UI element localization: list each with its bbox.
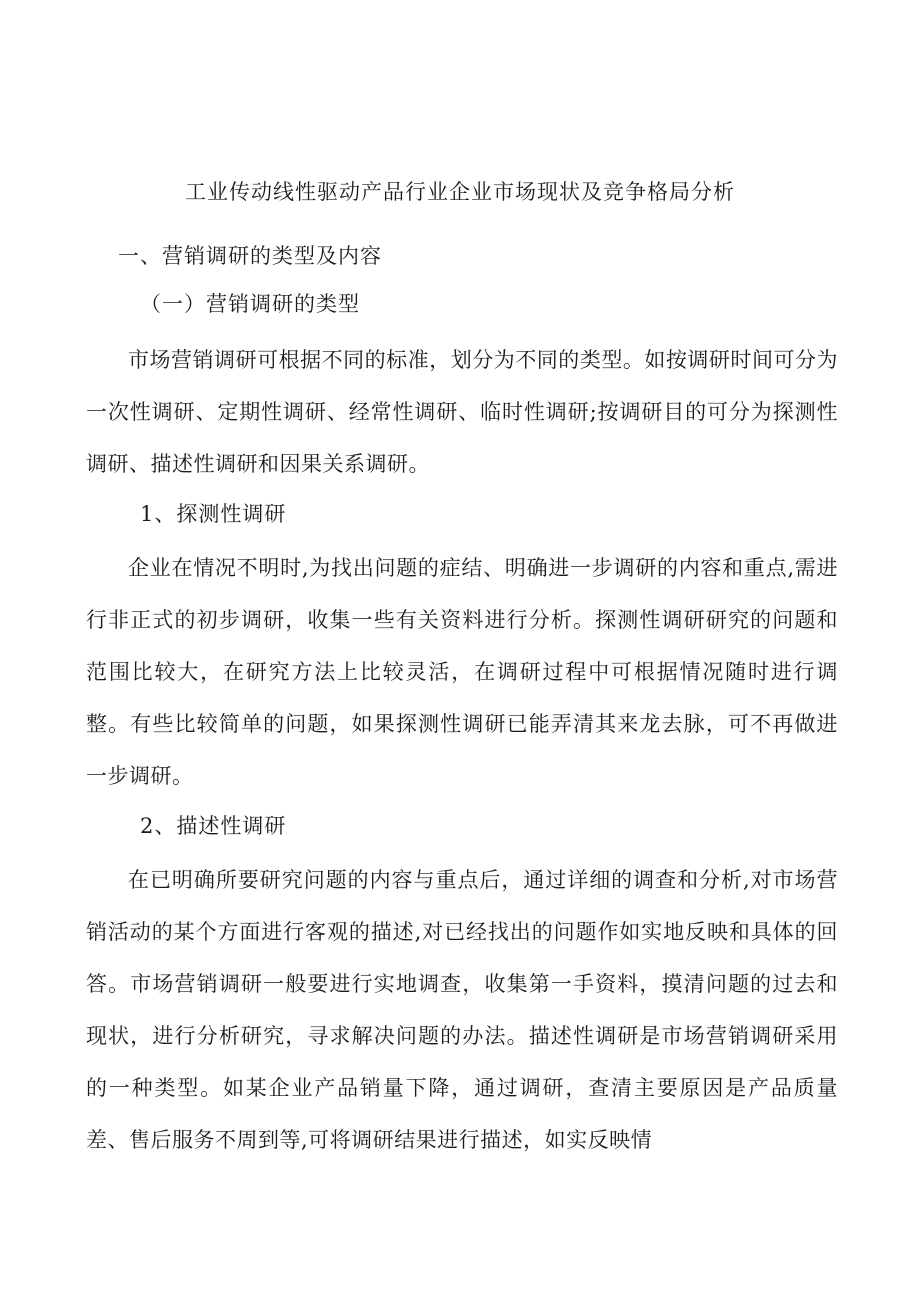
- document-title: 工业传动线性驱动产品行业企业市场现状及竞争格局分析: [185, 180, 735, 204]
- section-heading-1: 一、营销调研的类型及内容: [118, 244, 382, 268]
- item-heading-descriptive: 2、描述性调研: [140, 814, 287, 838]
- paragraph-exploratory: 企业在情况不明时,为找出问题的症结、明确进一步调研的内容和重点,需进行非正式的初步调研，收集一些有关资料进行分析。探测性调研研究的问题和范围比较大，在研究方法上比较灵活，在调研过程中可根据情况随时进行调整。有些比较简单的问题，如果探测性调研已能弄清其来龙去脉，可不再做进一步调研。: [86, 556, 838, 788]
- paragraph-intro: 市场营销调研可根据不同的标准，划分为不同的类型。如按调研时间可分为一次性调研、定期性调研、经常性调研、临时性调研;按调研目的可分为探测性调研、描述性调研和因果关系调研。: [86, 348, 838, 476]
- subsection-heading-1: （一）营销调研的类型: [140, 292, 360, 316]
- paragraph-descriptive: 在已明确所要研究问题的内容与重点后，通过详细的调查和分析,对市场营销活动的某个方面进行客观的描述,对已经找出的问题作如实地反映和具体的回答。市场营销调研一般要进行实地调查，收集第一手资料，摸清问题的过去和现状，进行分析研究，寻求解决问题的办法。描述性调研是市场营销调研采用的一种类型。如某企业产品销量下降，通过调研，查清主要原因是产品质量差、售后服务不周到等,可将调研结果进行描述，如实反映情: [86, 868, 838, 1152]
- item-heading-exploratory: 1、探测性调研: [140, 502, 287, 526]
